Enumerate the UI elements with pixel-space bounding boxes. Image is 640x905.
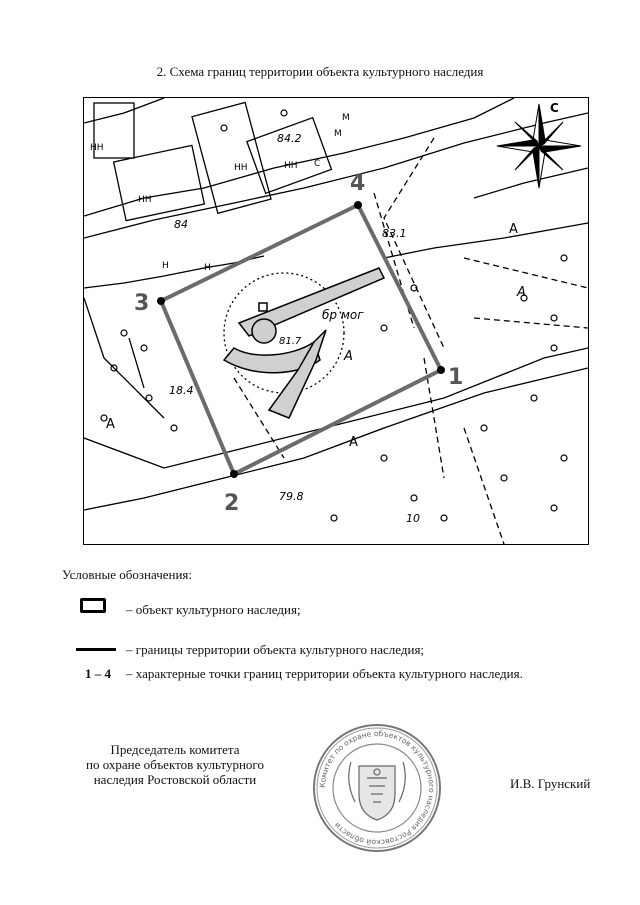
elevation-label: 81.7 xyxy=(279,336,302,347)
map-note: бр мог xyxy=(322,308,364,322)
signer-line: наследия Ростовской области xyxy=(93,772,257,787)
north-label: С xyxy=(550,101,559,115)
signer-line: Председатель комитета xyxy=(110,742,240,757)
map-note: М xyxy=(342,113,350,123)
map-note: НН xyxy=(90,143,104,153)
area-label: А xyxy=(344,349,353,364)
coat-of-arms-icon xyxy=(349,762,406,820)
map-note: С xyxy=(314,159,321,169)
map-note: НН xyxy=(284,161,298,171)
north-arrow xyxy=(497,104,581,188)
elevation-label: 84 xyxy=(174,218,188,231)
legend-title: Условные обозначения: xyxy=(62,567,193,582)
seal-text: Комитет по охране объектов культурного наследия Ростовской области xyxy=(317,728,437,848)
signer-line: по охране объектов культурного xyxy=(86,757,264,772)
area-label: А xyxy=(517,285,526,300)
point-label-1: 1 xyxy=(448,365,464,390)
map-note: НН xyxy=(234,163,248,173)
official-seal xyxy=(311,722,443,854)
boundary-line-icon xyxy=(76,648,116,651)
elevation-label: 18.4 xyxy=(169,384,194,397)
elevation-label: 83.1 xyxy=(382,227,407,240)
area-label: А xyxy=(349,435,358,450)
legend-item-text: – характерные точки границ территории объекта культурного наследия. xyxy=(126,666,523,681)
map-note: М xyxy=(334,129,342,139)
point-label-2: 2 xyxy=(224,491,240,516)
point-label-4: 4 xyxy=(350,171,366,196)
point-label-3: 3 xyxy=(134,291,150,316)
legend-item-text: – объект культурного наследия; xyxy=(126,602,301,617)
signer-name: И.В. Грунский xyxy=(510,776,591,791)
legend-item-text: – границы территории объекта культурного наследия; xyxy=(126,642,425,657)
legend-key: 1 – 4 xyxy=(85,666,111,681)
page-title: 2. Схема границ территории объекта культурного наследия xyxy=(156,64,484,79)
elevation-label: 10 xyxy=(406,512,420,525)
signer-position xyxy=(55,742,295,787)
map-note: Н xyxy=(204,263,211,273)
map-note: Н xyxy=(162,261,169,271)
area-label: А xyxy=(509,222,518,237)
object-symbol-icon xyxy=(80,598,106,613)
elevation-label: 84.2 xyxy=(277,132,302,145)
memorial-object xyxy=(224,268,384,418)
area-label: А xyxy=(106,417,115,432)
elevation-label: 79.8 xyxy=(279,490,304,503)
map-note: НН xyxy=(138,195,152,205)
map-svg xyxy=(84,98,588,544)
boundary-map xyxy=(83,97,589,545)
